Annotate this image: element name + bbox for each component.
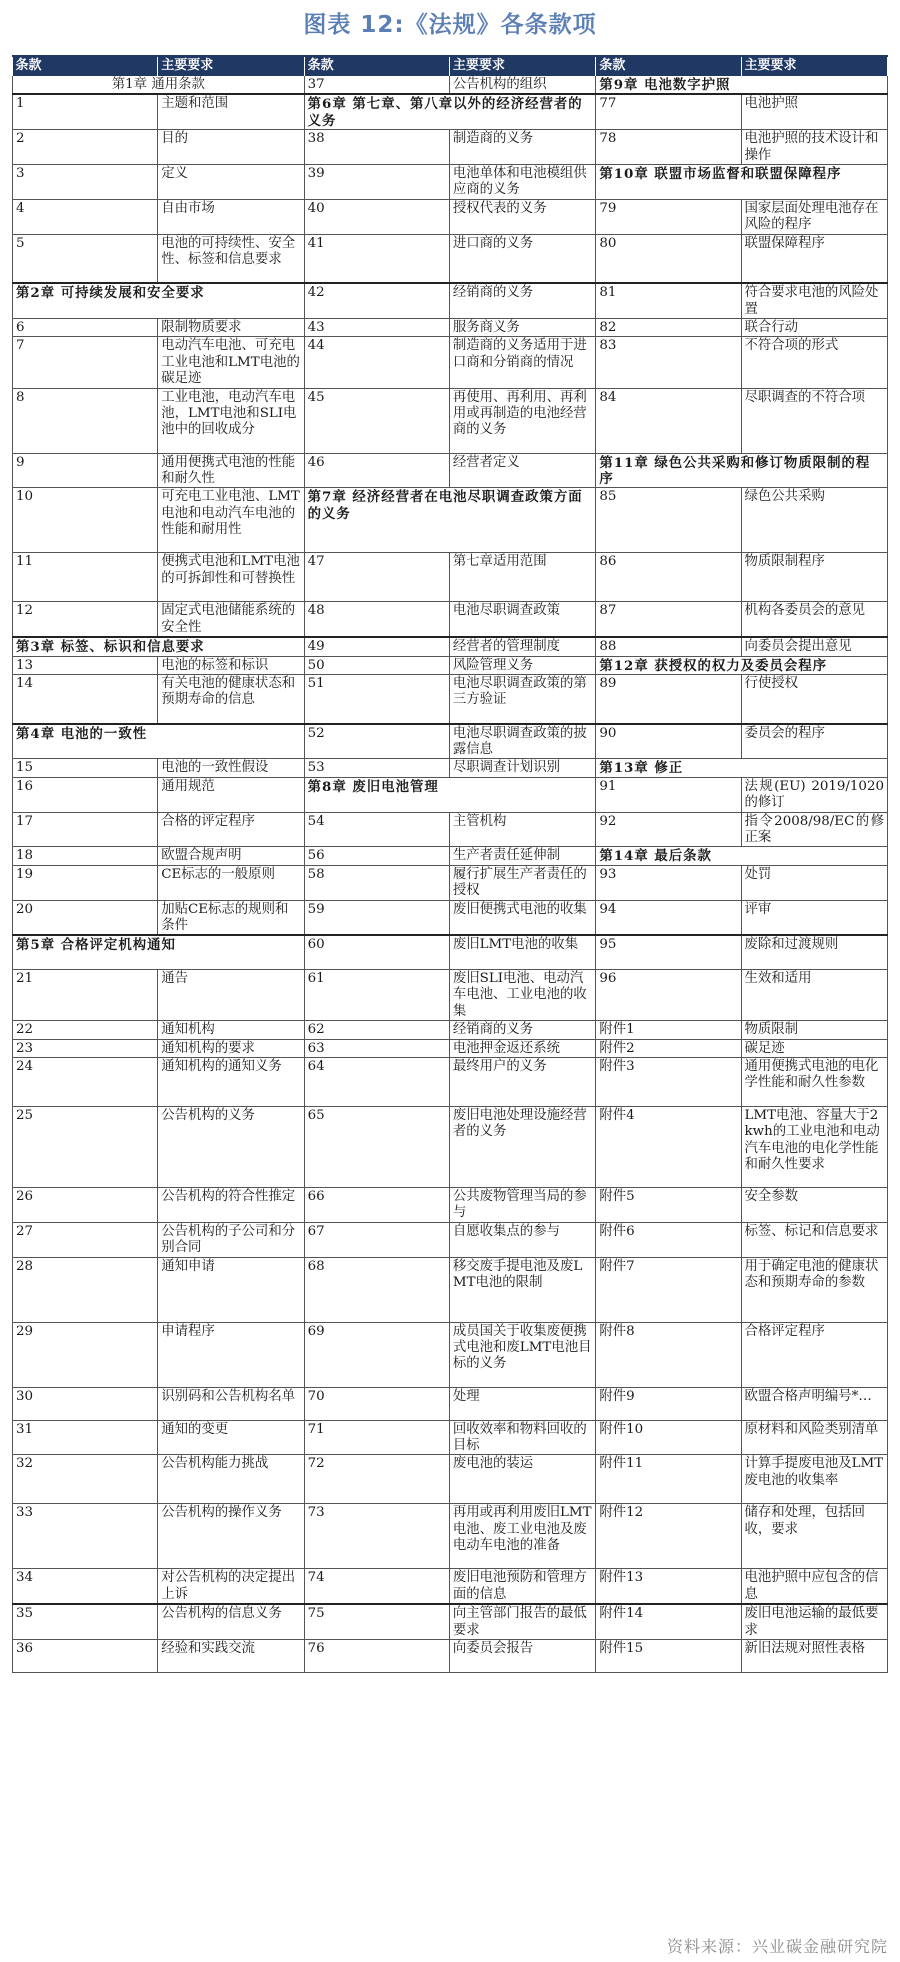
table-cell: 27: [13, 1222, 158, 1257]
chapter-heading-cell: 第5章 合格评定机构通知: [13, 935, 305, 969]
chapter-heading-cell: 第12章 获授权的权力及委员会程序: [596, 656, 888, 674]
table-cell: 6: [13, 318, 158, 336]
table-cell: 授权代表的义务: [449, 199, 595, 234]
header-requirement-3: 主要要求: [741, 57, 887, 76]
table-cell: 原材料和风险类别清单: [741, 1420, 887, 1455]
table-cell: 附件7: [596, 1257, 741, 1322]
table-row: [13, 76, 888, 94]
table-row: [13, 453, 888, 488]
table-cell: 符合要求电池的风险处置: [741, 283, 887, 318]
table-cell: 1: [13, 94, 158, 129]
table-cell: 8: [13, 388, 158, 453]
regulation-articles-table: [12, 57, 888, 1673]
table-cell: 33: [13, 1504, 158, 1569]
table-cell: 10: [13, 488, 158, 553]
table-cell: 尽职调查计划识别: [449, 759, 595, 777]
table-row: [13, 488, 888, 553]
table-row: [13, 724, 888, 759]
table-cell: 制造商的义务适用于进口商和分销商的情况: [449, 337, 595, 388]
table-cell: 经营者定义: [449, 453, 595, 488]
chapter-heading-cell: 第8章 废旧电池管理: [304, 777, 596, 812]
table-cell: LMT电池、容量大于2kwh的工业电池和电动汽车电池的电化学性能和耐久性要求: [741, 1106, 887, 1187]
table-cell: 35: [13, 1604, 158, 1639]
table-cell: 合格评定程序: [741, 1322, 887, 1387]
table-row: [13, 969, 888, 1020]
table-cell: 联盟保障程序: [741, 234, 887, 283]
table-cell: 公告机构的信息义务: [158, 1604, 304, 1639]
chapter-heading-cell: 第2章 可持续发展和安全要求: [13, 283, 305, 318]
table-row: [13, 337, 888, 388]
table-cell: 向主管部门报告的最低要求: [449, 1604, 595, 1639]
table-cell: 附件15: [596, 1640, 741, 1673]
table-cell: 43: [304, 318, 449, 336]
table-row: [13, 1187, 888, 1222]
table-cell: 86: [596, 553, 741, 602]
table-cell: 93: [596, 865, 741, 900]
table-cell: 23: [13, 1039, 158, 1057]
table-cell: 20: [13, 900, 158, 935]
table-cell: 37: [304, 76, 449, 94]
table-cell: 51: [304, 675, 449, 724]
table-cell: 68: [304, 1257, 449, 1322]
table-cell: 附件3: [596, 1057, 741, 1106]
table-cell: 4: [13, 199, 158, 234]
table-cell: 国家层面处理电池存在风险的程序: [741, 199, 887, 234]
table-cell: 电池的可持续性、安全性、标签和信息要求: [158, 234, 304, 283]
table-row: [13, 847, 888, 865]
chapter-heading-cell: 第4章 电池的一致性: [13, 724, 305, 759]
table-cell: 85: [596, 488, 741, 553]
table-row: [13, 1057, 888, 1106]
table-cell: 加贴CE标志的规则和条件: [158, 900, 304, 935]
chapter-heading-cell: 第3章 标签、标识和信息要求: [13, 637, 305, 656]
table-cell: 限制物质要求: [158, 318, 304, 336]
table-cell: 绿色公共采购: [741, 488, 887, 553]
chapter-heading-cell: 第9章 电池数字护照: [596, 76, 888, 94]
table-cell: 25: [13, 1106, 158, 1187]
table-cell: 73: [304, 1504, 449, 1569]
table-cell: 主管机构: [449, 812, 595, 847]
table-cell: 69: [304, 1322, 449, 1387]
table-cell: 附件13: [596, 1569, 741, 1604]
table-row: [13, 812, 888, 847]
table-cell: 制造商的义务: [449, 130, 595, 165]
table-cell: 附件2: [596, 1039, 741, 1057]
table-cell: 第1章 通用条款: [13, 76, 305, 94]
table-cell: 服务商义务: [449, 318, 595, 336]
table-cell: 电池尽职调查政策的披露信息: [449, 724, 595, 759]
table-cell: 电池尽职调查政策: [449, 602, 595, 637]
table-cell: 54: [304, 812, 449, 847]
table-cell: 指令2008/98/EC的修正案: [741, 812, 887, 847]
table-cell: 工业电池，电动汽车电池，LMT电池和SLI电池中的回收成分: [158, 388, 304, 453]
table-row: [13, 759, 888, 777]
table-cell: 7: [13, 337, 158, 388]
table-cell: 主题和范围: [158, 94, 304, 129]
table-cell: 生产者责任延伸制: [449, 847, 595, 865]
table-cell: 2: [13, 130, 158, 165]
table-cell: 可充电工业电池、LMT电池和电动汽车电池的性能和耐用性: [158, 488, 304, 553]
table-cell: 用于确定电池的健康状态和预期寿命的参数: [741, 1257, 887, 1322]
table-row: [13, 865, 888, 900]
table-cell: 58: [304, 865, 449, 900]
table-cell: 通知机构的通知义务: [158, 1057, 304, 1106]
table-cell: 通用便携式电池的性能和耐久性: [158, 453, 304, 488]
table-cell: 委员会的程序: [741, 724, 887, 759]
table-cell: 76: [304, 1640, 449, 1673]
table-cell: 废电池的装运: [449, 1455, 595, 1504]
table-cell: 62: [304, 1021, 449, 1039]
table-cell: 附件9: [596, 1387, 741, 1420]
table-cell: 67: [304, 1222, 449, 1257]
table-cell: 16: [13, 777, 158, 812]
table-row: [13, 234, 888, 283]
chapter-heading-cell: 第13章 修正: [596, 759, 888, 777]
table-cell: 15: [13, 759, 158, 777]
table-cell: 79: [596, 199, 741, 234]
table-cell: 回收效率和物料回收的目标: [449, 1420, 595, 1455]
table-cell: 识别码和公告机构名单: [158, 1387, 304, 1420]
header-requirement-1: 主要要求: [158, 57, 304, 76]
table-cell: CE标志的一般原则: [158, 865, 304, 900]
table-cell: 储存和处理，包括回收，要求: [741, 1504, 887, 1569]
table-cell: 物质限制: [741, 1021, 887, 1039]
table-cell: 84: [596, 388, 741, 453]
table-cell: 废除和过渡规则: [741, 935, 887, 969]
table-cell: 通告: [158, 969, 304, 1020]
table-cell: 电池押金返还系统: [449, 1039, 595, 1057]
table-cell: 56: [304, 847, 449, 865]
table-cell: 63: [304, 1039, 449, 1057]
table-cell: 19: [13, 865, 158, 900]
table-cell: 71: [304, 1420, 449, 1455]
table-cell: 固定式电池储能系统的安全性: [158, 602, 304, 637]
table-cell: 29: [13, 1322, 158, 1387]
table-cell: 废旧便携式电池的收集: [449, 900, 595, 935]
header-article-3: 条款: [596, 57, 741, 76]
table-header-row: [13, 57, 888, 76]
table-cell: 65: [304, 1106, 449, 1187]
table-cell: 77: [596, 94, 741, 129]
table-cell: 91: [596, 777, 741, 812]
table-body: [13, 76, 888, 1673]
table-cell: 39: [304, 165, 449, 200]
table-row: [13, 935, 888, 969]
table-cell: 36: [13, 1640, 158, 1673]
table-cell: 安全参数: [741, 1187, 887, 1222]
table-cell: 欧盟合规声明: [158, 847, 304, 865]
table-row: [13, 1455, 888, 1504]
table-row: [13, 1504, 888, 1569]
table-cell: 通用规范: [158, 777, 304, 812]
table-row: [13, 1420, 888, 1455]
table-cell: 74: [304, 1569, 449, 1604]
table-cell: 78: [596, 130, 741, 165]
table-row: [13, 318, 888, 336]
table-cell: 9: [13, 453, 158, 488]
table-cell: 49: [304, 637, 449, 656]
table-row: [13, 199, 888, 234]
table-cell: 45: [304, 388, 449, 453]
chapter-heading-cell: 第11章 绿色公共采购和修订物质限制的程序: [596, 453, 888, 488]
table-cell: 自由市场: [158, 199, 304, 234]
table-cell: 3: [13, 165, 158, 200]
table-cell: 通知申请: [158, 1257, 304, 1322]
table-cell: 向委员会提出意见: [741, 637, 887, 656]
table-cell: 电池单体和电池模组供应商的义务: [449, 165, 595, 200]
table-cell: 18: [13, 847, 158, 865]
table-cell: 公告机构能力挑战: [158, 1455, 304, 1504]
table-cell: 便携式电池和LMT电池的可拆卸性和可替换性: [158, 553, 304, 602]
table-row: [13, 1106, 888, 1187]
table-cell: 废旧SLI电池、电动汽车电池、工业电池的收集: [449, 969, 595, 1020]
header-article-1: 条款: [13, 57, 158, 76]
table-cell: 53: [304, 759, 449, 777]
table-cell: 88: [596, 637, 741, 656]
table-cell: 22: [13, 1021, 158, 1039]
table-cell: 附件4: [596, 1106, 741, 1187]
table-cell: 32: [13, 1455, 158, 1504]
table-cell: 废旧电池运输的最低要求: [741, 1604, 887, 1639]
table-row: [13, 602, 888, 637]
table-cell: 52: [304, 724, 449, 759]
table-cell: 90: [596, 724, 741, 759]
table-row: [13, 656, 888, 674]
table-row: [13, 94, 888, 129]
table-cell: 电池的一致性假设: [158, 759, 304, 777]
table-cell: 有关电池的健康状态和预期寿命的信息: [158, 675, 304, 724]
table-cell: 碳足迹: [741, 1039, 887, 1057]
table-cell: 47: [304, 553, 449, 602]
table-cell: 经营者的管理制度: [449, 637, 595, 656]
table-cell: 公告机构的义务: [158, 1106, 304, 1187]
chapter-heading-cell: 第14章 最后条款: [596, 847, 888, 865]
table-cell: 自愿收集点的参与: [449, 1222, 595, 1257]
table-cell: 公共废物管理当局的参与: [449, 1187, 595, 1222]
table-cell: 81: [596, 283, 741, 318]
table-cell: 14: [13, 675, 158, 724]
table-cell: 通用便携式电池的电化学性能和耐久性参数: [741, 1057, 887, 1106]
table-cell: 48: [304, 602, 449, 637]
table-cell: 17: [13, 812, 158, 847]
table-cell: 13: [13, 656, 158, 674]
table-cell: 公告机构的符合性推定: [158, 1187, 304, 1222]
table-cell: 废旧LMT电池的收集: [449, 935, 595, 969]
table-row: [13, 165, 888, 200]
table-cell: 风险管理义务: [449, 656, 595, 674]
table-cell: 通知机构的要求: [158, 1039, 304, 1057]
table-cell: 12: [13, 602, 158, 637]
table-cell: 44: [304, 337, 449, 388]
table-cell: 再用或再利用废旧LMT电池、废工业电池及废电动车电池的准备: [449, 1504, 595, 1569]
table-cell: 附件11: [596, 1455, 741, 1504]
table-cell: 38: [304, 130, 449, 165]
table-cell: 附件14: [596, 1604, 741, 1639]
table-cell: 附件6: [596, 1222, 741, 1257]
table-cell: 计算手提废电池及LMT废电池的收集率: [741, 1455, 887, 1504]
table-cell: 94: [596, 900, 741, 935]
table-cell: 进口商的义务: [449, 234, 595, 283]
table-cell: 41: [304, 234, 449, 283]
table-cell: 联合行动: [741, 318, 887, 336]
table-cell: 最终用户的义务: [449, 1057, 595, 1106]
table-cell: 定义: [158, 165, 304, 200]
table-cell: 尽职调查的不符合项: [741, 388, 887, 453]
table-cell: 64: [304, 1057, 449, 1106]
table-cell: 50: [304, 656, 449, 674]
table-cell: 66: [304, 1187, 449, 1222]
table-cell: 89: [596, 675, 741, 724]
table-cell: 11: [13, 553, 158, 602]
table-cell: 34: [13, 1569, 158, 1604]
table-cell: 行使授权: [741, 675, 887, 724]
table-cell: 电池护照: [741, 94, 887, 129]
table-cell: 26: [13, 1187, 158, 1222]
table-cell: 通知机构: [158, 1021, 304, 1039]
table-cell: 附件12: [596, 1504, 741, 1569]
table-cell: 通知的变更: [158, 1420, 304, 1455]
chapter-heading-cell: 第6章 第七章、第八章以外的经济经营者的义务: [304, 94, 596, 129]
table-row: [13, 1021, 888, 1039]
table-row: [13, 1387, 888, 1420]
table-cell: 新旧法规对照性表格: [741, 1640, 887, 1673]
table-row: [13, 900, 888, 935]
table-row: [13, 553, 888, 602]
table-row: [13, 1569, 888, 1604]
table-cell: 附件10: [596, 1420, 741, 1455]
table-cell: 申请程序: [158, 1322, 304, 1387]
table-cell: 机构各委员会的意见: [741, 602, 887, 637]
table-row: [13, 1604, 888, 1639]
table-cell: 生效和适用: [741, 969, 887, 1020]
table-cell: 对公告机构的决定提出上诉: [158, 1569, 304, 1604]
table-cell: 42: [304, 283, 449, 318]
table-cell: 83: [596, 337, 741, 388]
table-cell: 经销商的义务: [449, 1021, 595, 1039]
table-cell: 60: [304, 935, 449, 969]
table-cell: 标签、标记和信息要求: [741, 1222, 887, 1257]
table-cell: 合格的评定程序: [158, 812, 304, 847]
table-cell: 75: [304, 1604, 449, 1639]
table-row: [13, 130, 888, 165]
table-cell: 公告机构的操作义务: [158, 1504, 304, 1569]
table-cell: 附件5: [596, 1187, 741, 1222]
table-cell: 不符合项的形式: [741, 337, 887, 388]
table-cell: 处理: [449, 1387, 595, 1420]
table-cell: 废旧电池预防和管理方面的信息: [449, 1569, 595, 1604]
table-cell: 物质限制程序: [741, 553, 887, 602]
table-cell: 72: [304, 1455, 449, 1504]
table-cell: 电池护照的技术设计和操作: [741, 130, 887, 165]
table-row: [13, 1222, 888, 1257]
table-cell: 28: [13, 1257, 158, 1322]
table-cell: 法规(EU) 2019/1020的修订: [741, 777, 887, 812]
table-cell: 欧盟合格声明编号*…: [741, 1387, 887, 1420]
table-cell: 96: [596, 969, 741, 1020]
table-row: [13, 1322, 888, 1387]
table-cell: 30: [13, 1387, 158, 1420]
table-cell: 87: [596, 602, 741, 637]
table-cell: 再使用、再利用、再利用或再制造的电池经营商的义务: [449, 388, 595, 453]
table-row: [13, 777, 888, 812]
table-cell: 80: [596, 234, 741, 283]
table-row: [13, 1039, 888, 1057]
table-cell: 电动汽车电池、可充电工业电池和LMT电池的碳足迹: [158, 337, 304, 388]
table-cell: 95: [596, 935, 741, 969]
table-cell: 电池护照中应包含的信息: [741, 1569, 887, 1604]
table-cell: 46: [304, 453, 449, 488]
table-cell: 附件1: [596, 1021, 741, 1039]
table-cell: 82: [596, 318, 741, 336]
table-cell: 处罚: [741, 865, 887, 900]
table-row: [13, 1640, 888, 1673]
table-row: [13, 675, 888, 724]
table-cell: 92: [596, 812, 741, 847]
table-cell: 21: [13, 969, 158, 1020]
chapter-heading-cell: 第7章 经济经营者在电池尽职调查政策方面的义务: [304, 488, 596, 553]
header-article-2: 条款: [304, 57, 449, 76]
table-cell: 61: [304, 969, 449, 1020]
table-cell: 公告机构的组织: [449, 76, 595, 94]
table-cell: 第七章适用范围: [449, 553, 595, 602]
table-cell: 59: [304, 900, 449, 935]
table-cell: 电池的标签和标识: [158, 656, 304, 674]
table-cell: 向委员会报告: [449, 1640, 595, 1673]
table-cell: 24: [13, 1057, 158, 1106]
table-cell: 履行扩展生产者责任的授权: [449, 865, 595, 900]
table-cell: 31: [13, 1420, 158, 1455]
table-cell: 移交废手提电池及废LMT电池的限制: [449, 1257, 595, 1322]
header-requirement-2: 主要要求: [449, 57, 595, 76]
source-note: 资料来源：兴业碳金融研究院: [666, 1937, 888, 1956]
table-cell: 经销商的义务: [449, 283, 595, 318]
table-cell: 附件8: [596, 1322, 741, 1387]
table-cell: 40: [304, 199, 449, 234]
table-cell: 目的: [158, 130, 304, 165]
table-row: [13, 1257, 888, 1322]
table-cell: 评审: [741, 900, 887, 935]
table-cell: 成员国关于收集废便携式电池和废LMT电池目标的义务: [449, 1322, 595, 1387]
table-cell: 电池尽职调查政策的第三方验证: [449, 675, 595, 724]
table-cell: 废旧电池处理设施经营者的义务: [449, 1106, 595, 1187]
table-row: [13, 388, 888, 453]
figure-title: 图表 12:《法规》各条款项: [303, 12, 597, 38]
table-cell: 70: [304, 1387, 449, 1420]
table-row: [13, 637, 888, 656]
table-cell: 经验和实践交流: [158, 1640, 304, 1673]
table-cell: 5: [13, 234, 158, 283]
chapter-heading-cell: 第10章 联盟市场监督和联盟保障程序: [596, 165, 888, 200]
table-row: [13, 283, 888, 318]
table-cell: 公告机构的子公司和分别合同: [158, 1222, 304, 1257]
